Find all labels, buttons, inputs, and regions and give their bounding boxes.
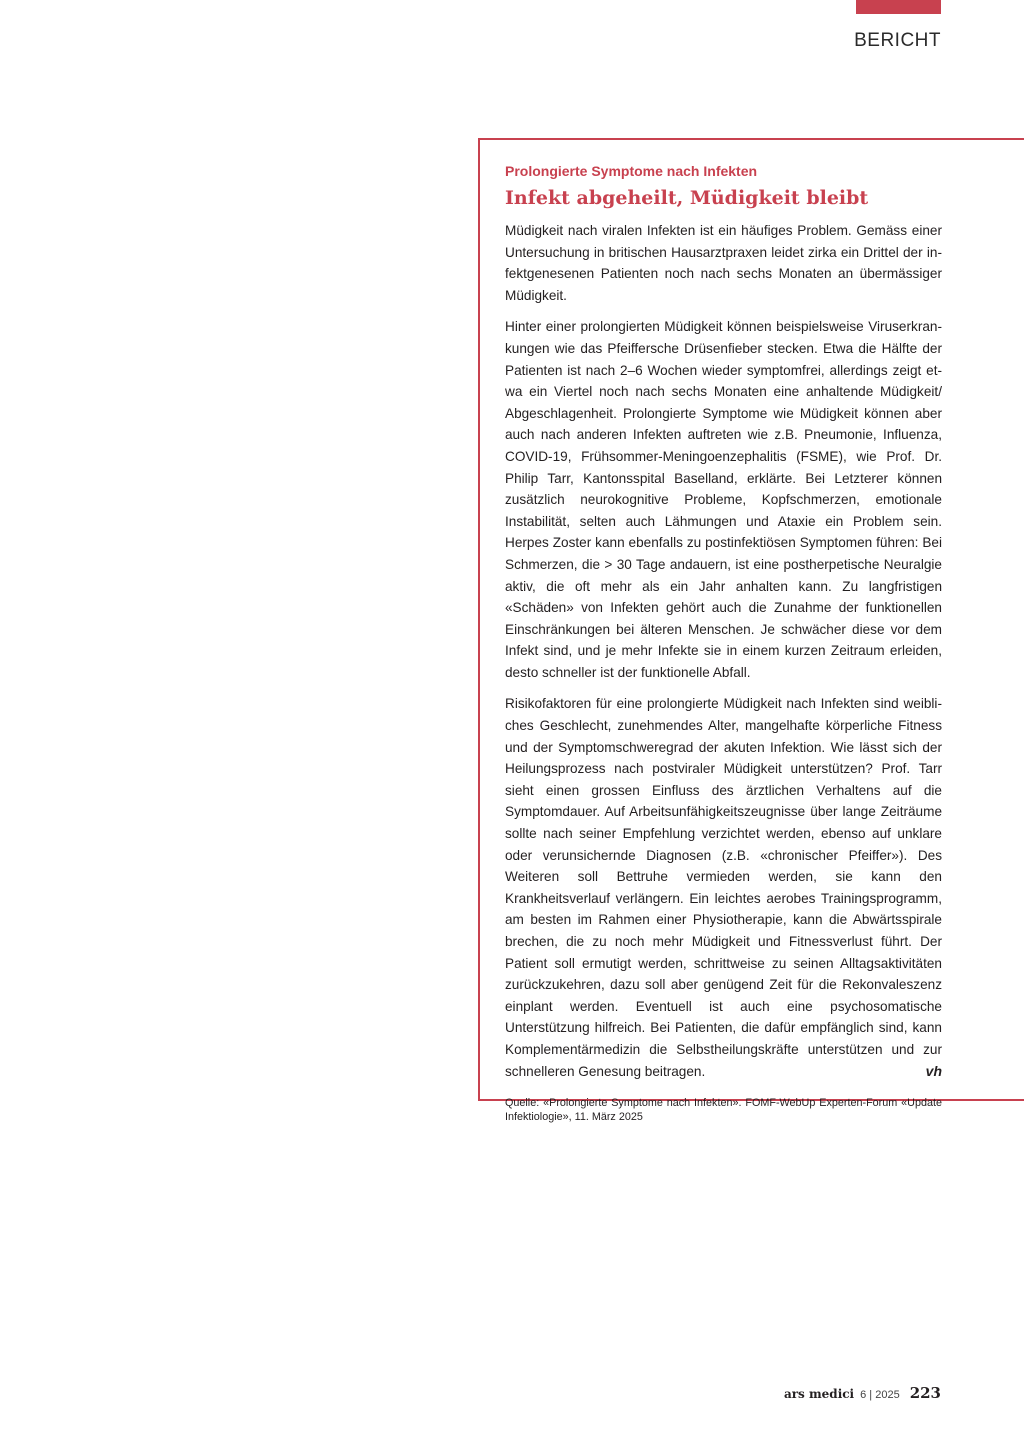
article-content	[505, 162, 942, 1135]
issue-number: 6 | 2025	[860, 1389, 900, 1401]
article-paragraph-2: Hinter einer prolongierten Müdigkeit können beispielsweise Viruserkrankungen wie das Pfeiffersche Drüsenfieber stecken. Etwa die Hälfte der Patienten ist nach 2–6 Wochen wieder symptomfrei, allerdings zeigt etwa ein Viertel noch nach sechs Monaten eine anhaltende Müdigkeit/ Abgeschlagenheit. Prolongierte Symptome wie Müdigkeit können aber auch nach anderen Infekten auftreten wie z.B. Pneumonie, Influenza, COVID-19, Frühsommer-Meningoenzephalitis (FSME), wie Prof. Dr. Philip Tarr, Kantonsspital Baselland, erklärte. Bei Letzterer können zusätzlich neurokognitive Probleme, Kopfschmerzen, emotionale Instabilität, selten auch Lähmungen und Ataxie ein Problem sein. Herpes Zoster kann ebenfalls zu postinfektiösen Symptomen führen: Bei Schmerzen, die > 30 Tage andauern, ist eine postherpetische Neuralgie aktiv, die oft mehr als ein Jahr anhalten kann. Zu langfristigen «Schäden» von Infekten gehört auch die Zunahme der funktionellen Einschränkungen bei älteren Menschen. Je schwächer diese vor dem Infekt sind, und je mehr Infekte sie in einem kurzen Zeitraum erleiden, desto schneller ist der funktionelle Abfall.	[505, 319, 942, 680]
journal-name: ars medici	[783, 1387, 855, 1401]
page-footer	[784, 1384, 941, 1402]
header-accent-bar	[856, 0, 941, 14]
article-kicker: Prolongierte Symptome nach Infekten	[505, 163, 758, 179]
section-label: BERICHT	[854, 30, 941, 51]
page-number: 223	[909, 1384, 941, 1402]
article-source: Quelle: «Prolongierte Symptome nach Infekten». FOMF-WebUp Experten-Forum «Update Infektiologie», 11. März 2025	[505, 1097, 942, 1124]
article-box	[478, 138, 1024, 1124]
article-paragraph-1: Müdigkeit nach viralen Infekten ist ein häufiges Problem. Gemäss einer Untersuchung in britischen Hausarztpraxen leidet zirka ein Drittel der infektgenesenen Patienten noch nach sechs Monaten an übermässiger Müdigkeit.	[505, 223, 942, 303]
article-title: Infekt abgeheilt, Müdigkeit bleibt	[505, 187, 869, 209]
article-paragraph-3	[505, 693, 942, 1082]
article-paragraph-3-text: Risikofaktoren für eine prolongierte Müdigkeit nach Infekten sind weibliches Geschlecht, zunehmendes Alter, mangelhafte körperliche Fitness und der Symptomschweregrad der akuten Infektion. Wie lässt sich der Heilungsprozess nach postviraler Müdigkeit unterstützen? Prof. Tarr sieht einen grossen Einfluss des ärztlichen Verhaltens auf die Symptomdauer. Auf Arbeitsunfähigkeitszeugnisse über lange Zeiträume sollte nach seiner Empfehlung verzichtet werden, ebenso auf unklare oder verunsichernde Diagnosen (z.B. «chronischer Pfeiffer»). Des Weiteren soll Bettruhe vermieden werden, sie kann den Krankheitsverlauf verlängern. Ein leichtes aerobes Trainingsprogramm, am besten im Rahmen einer Physiotherapie, kann die Abwärtsspirale brechen, die zu noch mehr Müdigkeit und Fitnessverlust führt. Der Patient soll ermutigt werden, schrittweise zu seinen Alltagsaktivitäten zurückzukehren, dazu soll aber genügend Zeit für die Rekonvaleszenz einplant werden. Eventuell ist auch eine psychosomatische Unterstützung hilfreich. Bei Patienten, die dafür empfänglich sind, kann Komplementärmedizin die Selbstheilungskräfte unterstützen und zur schnelleren Genesung beitragen.	[505, 696, 942, 1079]
author-initials: vh	[925, 1062, 942, 1079]
